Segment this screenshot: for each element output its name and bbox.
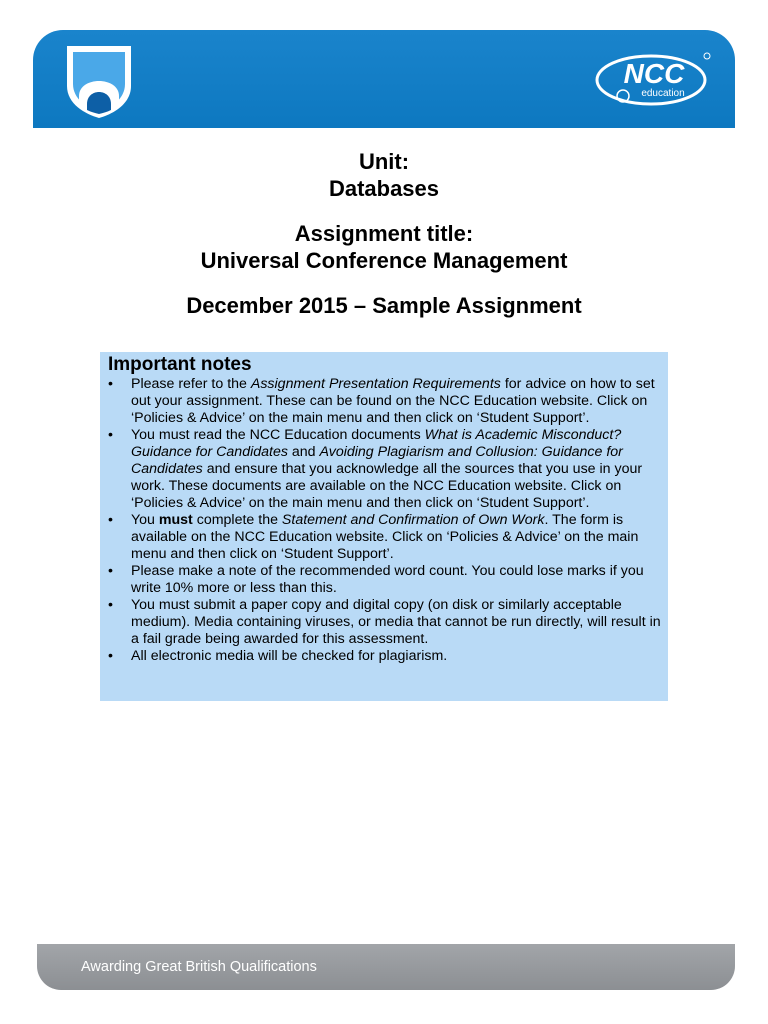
- bullet-icon: •: [108, 427, 113, 443]
- important-notes-box: [100, 352, 668, 701]
- note-text: You: [131, 512, 159, 528]
- list-item: [108, 563, 662, 597]
- assignment-label: Assignment title:: [294, 221, 474, 246]
- list-item: [108, 376, 662, 427]
- unit-name: Databases: [328, 176, 440, 201]
- list-item: [108, 512, 662, 563]
- bullet-icon: •: [108, 648, 113, 664]
- note-text: Please refer to the: [131, 376, 251, 392]
- notes-heading: Important notes: [108, 354, 252, 375]
- note-text: for advice on how to set out your assignment. These can be found on the NCC Education website. Click on ‘Policies & Advice’ on the main menu and then click on ‘Student Support’.: [131, 376, 655, 426]
- list-item: [108, 597, 662, 648]
- bullet-icon: •: [108, 563, 113, 579]
- bullet-icon: •: [108, 512, 113, 528]
- crest-logo-icon: [67, 46, 131, 118]
- list-item: [108, 427, 662, 512]
- note-document-title: Avoiding Plagiarism and Collusion: Guidance for Candidates: [131, 444, 623, 477]
- assignment-name: Universal Conference Management: [200, 248, 568, 273]
- note-text: All electronic media will be checked for plagiarism.: [131, 648, 448, 664]
- ncc-education-logo: [593, 50, 713, 112]
- ncc-logo-subtext: education: [641, 88, 685, 99]
- date-line: December 2015 – Sample Assignment: [186, 293, 582, 318]
- header-banner: [33, 30, 735, 128]
- note-text: You must submit a paper copy and digital copy (on disk or similarly acceptable medium). Media containing viruses, or media that cannot be run directly, will result in a fail grade being awarded for this assessment.: [131, 597, 661, 647]
- note-document-title: What is Academic Misconduct? Guidance for Candidates: [131, 427, 622, 460]
- list-item: [108, 648, 662, 665]
- note-text: and: [287, 444, 320, 460]
- note-document-title: Statement and Confirmation of Own Work: [281, 512, 545, 528]
- footer-tagline: Awarding Great British Qualifications: [81, 959, 317, 975]
- note-text: Please make a note of the recommended word count. You could lose marks if you write 10% more or less than this.: [131, 563, 644, 596]
- bullet-icon: •: [108, 597, 113, 613]
- footer-banner: [37, 944, 735, 990]
- note-text: You must read the NCC Education documents: [131, 427, 425, 443]
- unit-label: Unit:: [358, 149, 410, 174]
- note-document-title: Assignment Presentation Requirements: [250, 376, 501, 392]
- ncc-logo-text: NCC: [623, 58, 685, 89]
- note-text: complete the: [192, 512, 282, 528]
- notes-list: [108, 376, 662, 665]
- bullet-icon: •: [108, 376, 113, 392]
- note-text: . The form is available on the NCC Education website. Click on ‘Policies & Advice’ on the main menu and then click on ‘Student Support’.: [131, 512, 639, 562]
- note-text: and ensure that you acknowledge all the sources that you use in your work. These documents are available on the NCC Education website. Click on ‘Policies & Advice’ on the main menu and then click on ‘Student Support’.: [131, 461, 643, 511]
- note-emphasis: must: [158, 512, 193, 528]
